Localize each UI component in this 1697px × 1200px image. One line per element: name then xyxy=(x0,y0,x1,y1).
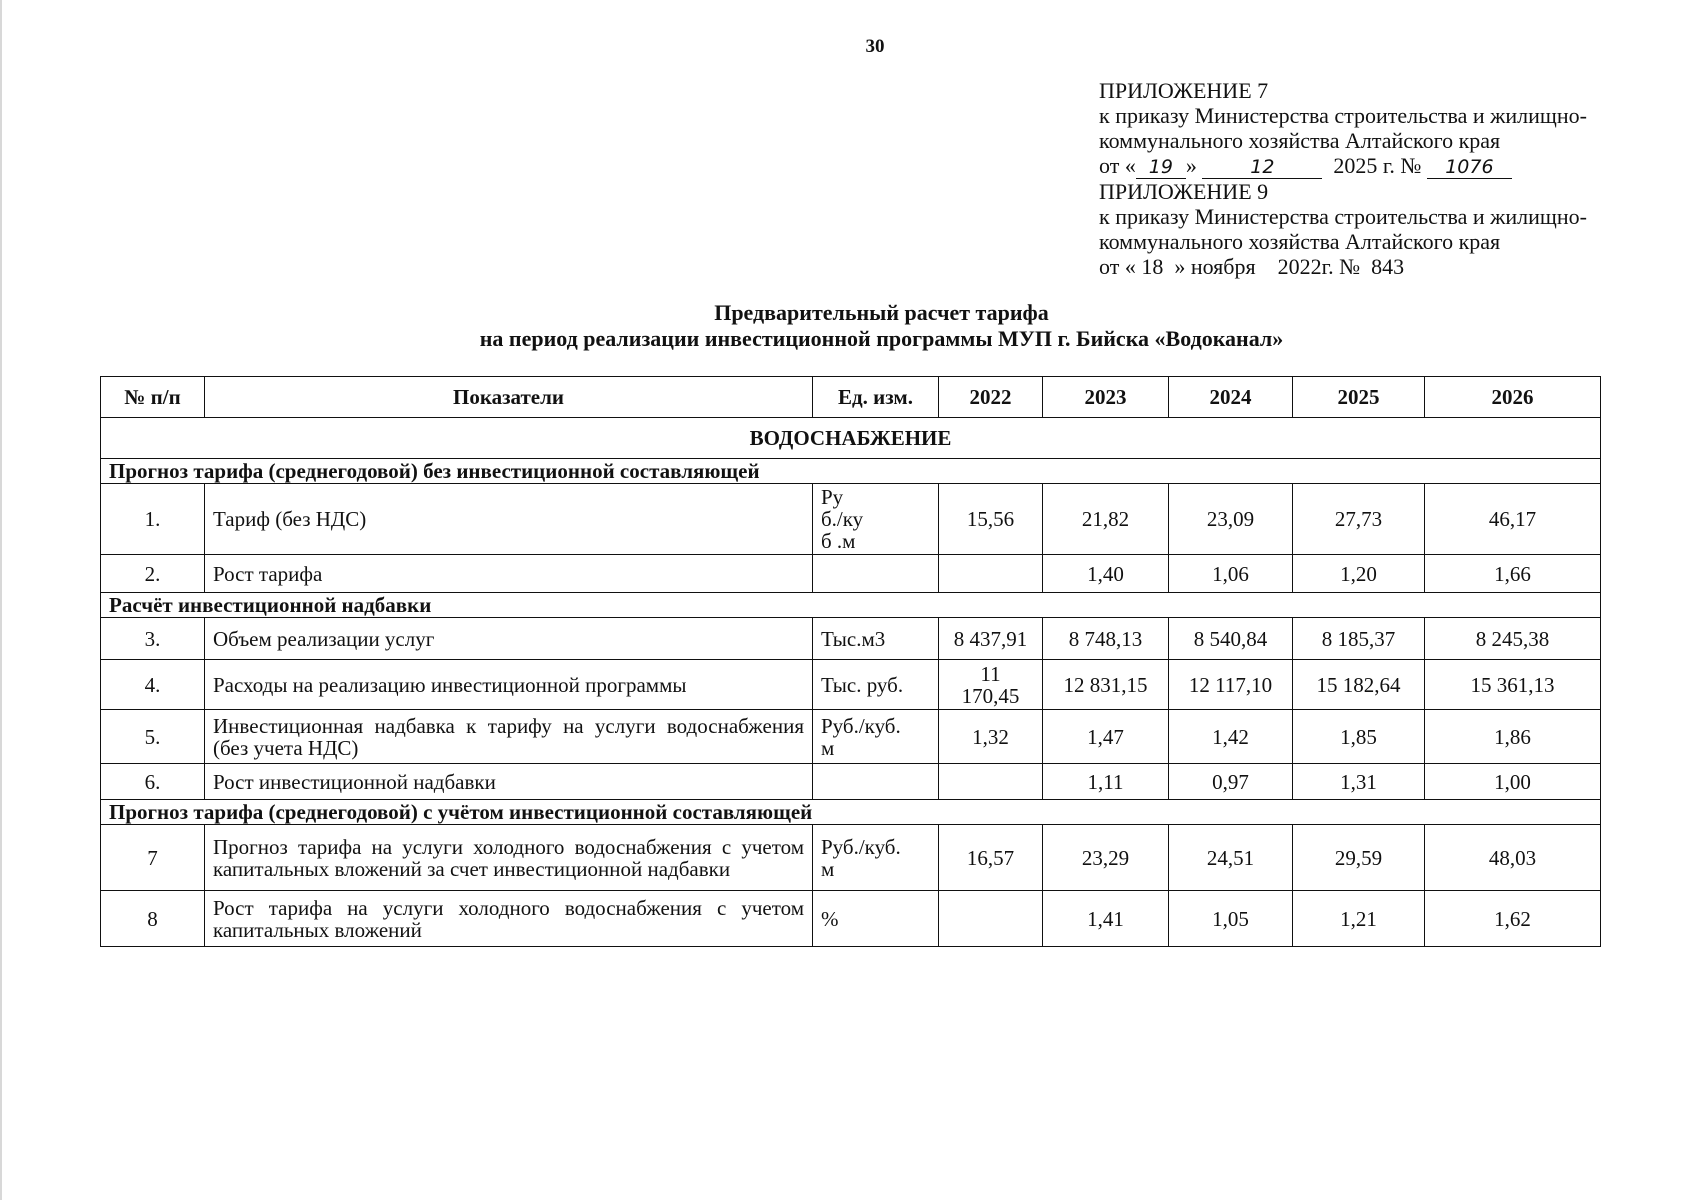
group-title: Расчёт инвестиционной надбавки xyxy=(101,593,1601,618)
cell-2022 xyxy=(939,764,1043,800)
cell-2024: 23,09 xyxy=(1169,484,1293,555)
cell-num: 2. xyxy=(101,555,205,593)
cell-num: 3. xyxy=(101,618,205,660)
cell-2026: 1,86 xyxy=(1425,710,1601,764)
group-title-row xyxy=(101,800,1601,825)
cell-2023: 8 748,13 xyxy=(1043,618,1169,660)
table-body xyxy=(101,418,1601,947)
cell-indicator: Объем реализации услуг xyxy=(205,618,813,660)
header-2026: 2026 xyxy=(1425,377,1601,418)
cell-2025: 1,31 xyxy=(1293,764,1425,800)
cell-indicator: Расходы на реализацию инвестиционной программы xyxy=(205,660,813,710)
cell-2025: 27,73 xyxy=(1293,484,1425,555)
group-title: Прогноз тарифа (среднегодовой) с учётом инвестиционной составляющей xyxy=(101,800,1601,825)
header-2022: 2022 xyxy=(939,377,1043,418)
cell-2022: 15,56 xyxy=(939,484,1043,555)
cell-num: 4. xyxy=(101,660,205,710)
cell-unit: % xyxy=(813,891,939,947)
title-line1: Предварительный расчет тарифа xyxy=(714,300,1049,325)
cell-2026: 1,66 xyxy=(1425,555,1601,593)
tariff-table xyxy=(100,376,1601,947)
header-2024: 2024 xyxy=(1169,377,1293,418)
appendix-block xyxy=(1099,78,1689,279)
cell-2022: 16,57 xyxy=(939,825,1043,891)
appendix-9-title: ПРИЛОЖЕНИЕ 9 xyxy=(1099,179,1269,204)
cell-2026: 15 361,13 xyxy=(1425,660,1601,710)
cell-2026: 1,62 xyxy=(1425,891,1601,947)
cell-indicator: Тариф (без НДС) xyxy=(205,484,813,555)
cell-2024: 24,51 xyxy=(1169,825,1293,891)
cell-2022 xyxy=(939,555,1043,593)
header-2023: 2023 xyxy=(1043,377,1169,418)
cell-2025: 8 185,37 xyxy=(1293,618,1425,660)
table-row xyxy=(101,764,1601,800)
cell-2023: 1,40 xyxy=(1043,555,1169,593)
cell-2024: 0,97 xyxy=(1169,764,1293,800)
cell-num: 6. xyxy=(101,764,205,800)
cell-2026: 8 245,38 xyxy=(1425,618,1601,660)
cell-2024: 1,42 xyxy=(1169,710,1293,764)
document-title xyxy=(0,300,1697,352)
cell-2023: 1,41 xyxy=(1043,891,1169,947)
cell-unit xyxy=(813,764,939,800)
header-indicator: Показатели xyxy=(205,377,813,418)
title-line2: на период реализации инвестиционной программы МУП г. Бийска «Водоканал» xyxy=(479,326,1284,351)
cell-2024: 12 117,10 xyxy=(1169,660,1293,710)
header-num: № п/п xyxy=(101,377,205,418)
date-prefix: от « xyxy=(1099,153,1136,178)
cell-2025: 29,59 xyxy=(1293,825,1425,891)
scan-edge xyxy=(0,0,2,1200)
cell-unit: Руб./куб. м xyxy=(813,710,939,764)
cell-num: 7 xyxy=(101,825,205,891)
cell-indicator: Рост тарифа xyxy=(205,555,813,593)
cell-num: 8 xyxy=(101,891,205,947)
cell-2025: 1,20 xyxy=(1293,555,1425,593)
cell-unit: Ру б./ку б .м xyxy=(813,484,939,555)
header-2025: 2025 xyxy=(1293,377,1425,418)
table-row xyxy=(101,484,1601,555)
cell-indicator: Рост тарифа на услуги холодного водоснабжения с учетом капитальных вложений xyxy=(205,891,813,947)
section-title: ВОДОСНАБЖЕНИЕ xyxy=(101,418,1601,459)
cell-num: 1. xyxy=(101,484,205,555)
handwritten-order-number: 1076 xyxy=(1427,156,1512,179)
table-row xyxy=(101,710,1601,764)
appendix-7-title: ПРИЛОЖЕНИЕ 7 xyxy=(1099,78,1269,103)
header-unit: Ед. изм. xyxy=(813,377,939,418)
cell-2025: 15 182,64 xyxy=(1293,660,1425,710)
handwritten-day: 19 xyxy=(1136,156,1186,179)
group-title-row xyxy=(101,459,1601,484)
cell-2026: 46,17 xyxy=(1425,484,1601,555)
appendix-7-ref-line1: к приказу Министерства строительства и жилищно- xyxy=(1099,103,1587,128)
cell-indicator: Рост инвестиционной надбавки xyxy=(205,764,813,800)
table-row xyxy=(101,825,1601,891)
group-title: Прогноз тарифа (среднегодовой) без инвестиционной составляющей xyxy=(101,459,1601,484)
table-row xyxy=(101,555,1601,593)
cell-indicator: Прогноз тарифа на услуги холодного водоснабжения с учетом капитальных вложений за счет инвестиционной надбавки xyxy=(205,825,813,891)
cell-2023: 21,82 xyxy=(1043,484,1169,555)
cell-2023: 1,11 xyxy=(1043,764,1169,800)
table-row xyxy=(101,660,1601,710)
table-row xyxy=(101,891,1601,947)
cell-indicator: Инвестиционная надбавка к тарифу на услуги водоснабжения (без учета НДС) xyxy=(205,710,813,764)
cell-2022: 8 437,91 xyxy=(939,618,1043,660)
date-mid: » xyxy=(1185,153,1197,178)
cell-2022: 1,32 xyxy=(939,710,1043,764)
appendix-9-ref-line1: к приказу Министерства строительства и жилищно- xyxy=(1099,204,1587,229)
cell-2024: 1,05 xyxy=(1169,891,1293,947)
cell-unit: Тыс.м3 xyxy=(813,618,939,660)
cell-2024: 8 540,84 xyxy=(1169,618,1293,660)
cell-2026: 1,00 xyxy=(1425,764,1601,800)
cell-2022: 11 170,45 xyxy=(939,660,1043,710)
cell-unit xyxy=(813,555,939,593)
cell-2025: 1,21 xyxy=(1293,891,1425,947)
table-row xyxy=(101,618,1601,660)
cell-2023: 23,29 xyxy=(1043,825,1169,891)
cell-unit: Руб./куб. м xyxy=(813,825,939,891)
table-header-row xyxy=(101,377,1601,418)
page-number: 30 xyxy=(865,36,885,57)
appendix-7-date-line xyxy=(1099,153,1689,179)
cell-2023: 12 831,15 xyxy=(1043,660,1169,710)
handwritten-month: 12 xyxy=(1202,156,1322,179)
cell-2025: 1,85 xyxy=(1293,710,1425,764)
date-year: 2025 г. № xyxy=(1333,153,1422,178)
group-title-row xyxy=(101,593,1601,618)
appendix-9-date-line: от « 18 » ноября 2022г. № 843 xyxy=(1099,254,1405,279)
cell-num: 5. xyxy=(101,710,205,764)
cell-2024: 1,06 xyxy=(1169,555,1293,593)
cell-unit: Тыс. руб. xyxy=(813,660,939,710)
cell-2026: 48,03 xyxy=(1425,825,1601,891)
cell-2022 xyxy=(939,891,1043,947)
appendix-9-ref-line2: коммунального хозяйства Алтайского края xyxy=(1099,229,1501,254)
appendix-7-ref-line2: коммунального хозяйства Алтайского края xyxy=(1099,128,1501,153)
cell-2023: 1,47 xyxy=(1043,710,1169,764)
section-title-row xyxy=(101,418,1601,459)
